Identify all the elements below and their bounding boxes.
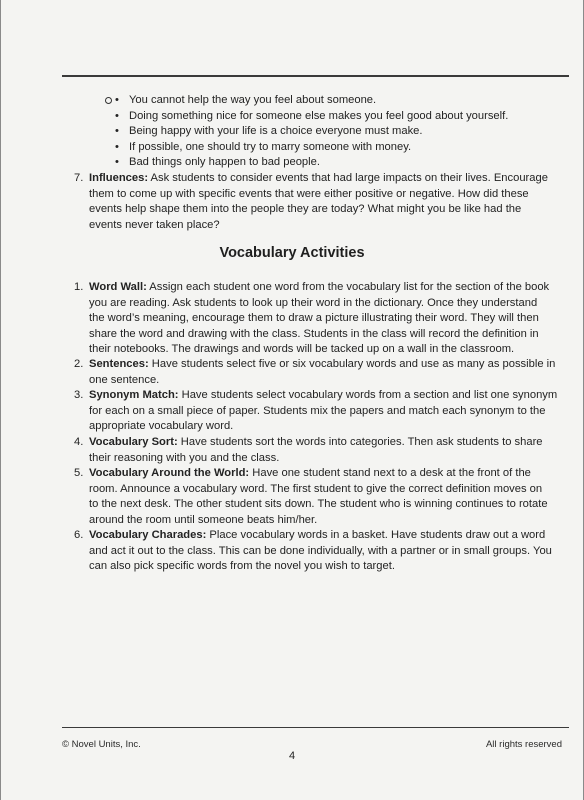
- bullet-icon: •: [115, 156, 119, 168]
- item-number: 7.: [74, 172, 84, 184]
- item-label: Word Wall:: [89, 281, 147, 293]
- bullet-list: [113, 93, 553, 171]
- bullet-item: • You cannot help the way you feel about someone.: [113, 93, 553, 109]
- item-text: Influences: Ask students to consider events that had large impacts on their lives. Encourage them to come up with specific events that were either positive or negative. How did these events help shape them into the people they are today? What might you be like had the events never taken place?: [89, 172, 548, 231]
- bullet-icon: •: [115, 140, 119, 153]
- bullet-item: • Bad things only happen to bad people.: [113, 155, 553, 171]
- bullet-icon: •: [115, 109, 119, 122]
- item-number: 2.: [74, 358, 84, 370]
- item-label: Sentences:: [89, 358, 149, 370]
- item-number: 6.: [74, 529, 84, 541]
- item-label: Vocabulary Around the World:: [89, 467, 250, 479]
- item-text: Vocabulary Around the World: Have one student stand next to a desk at the front of the room. Announce a vocabulary word. The first student to give the correct definition moves on to the next desk. The other student sits down. The student who is winning continues to rotate around the room until someone beats him/her.: [89, 467, 548, 526]
- footer-rule: [62, 727, 569, 728]
- section-heading: Vocabulary Activities: [219, 245, 365, 261]
- rights-text: All rights reserved: [485, 739, 562, 750]
- item-number: 5.: [74, 467, 84, 479]
- item-label: Influences:: [89, 172, 149, 184]
- item-label: Vocabulary Sort:: [89, 436, 178, 448]
- bullet-item: • Doing something nice for someone else makes you feel good about yourself.: [113, 109, 553, 125]
- item-number: 4.: [74, 436, 84, 448]
- item-number: 3.: [74, 389, 84, 401]
- item-text: Vocabulary Charades: Place vocabulary words in a basket. Have students draw out a word and act it out to the class. This can be done individually, with a partner or in small groups. You can also pick specific words from the novel you wish to target.: [89, 529, 552, 572]
- item-text: Synonym Match: Have students select vocabulary words from a section and list one synonym for each on a small piece of paper. Students mix the papers and match each synonym to the appropriate vocabulary word.: [89, 389, 558, 432]
- page-number: 4: [288, 750, 296, 762]
- item-text: Word Wall: Assign each student one word from the vocabulary list for the section of the book you are reading. Ask students to look up their word in the dictionary. Once they understand the word’s meaning, encourage them to draw a picture illustrating their word. They will then share the word and drawing with the class. Students in the class will record the definition in their notebooks. The drawings and words will be tacked up on a wall in the classroom.: [89, 281, 550, 355]
- item-text: Sentences: Have students select five or six vocabulary words and use as many as possible in one sentence.: [89, 358, 556, 386]
- bullet-item: • If possible, one should try to marry someone with money.: [113, 140, 553, 156]
- bullet-item: • Being happy with your life is a choice everyone must make.: [113, 124, 553, 140]
- item-number: 1.: [74, 281, 84, 293]
- open-circle-icon: [105, 97, 112, 104]
- item-label: Synonym Match:: [89, 389, 179, 401]
- page-edge-left: [0, 0, 1, 800]
- bullet-icon: •: [115, 125, 119, 137]
- item-text: Vocabulary Sort: Have students sort the words into categories. Then ask students to share their reasoning with you and the class.: [89, 436, 543, 464]
- copyright-text: © Novel Units, Inc.: [62, 739, 141, 750]
- header-rule: [62, 75, 569, 77]
- bullet-icon: •: [115, 94, 119, 106]
- item-label: Vocabulary Charades:: [89, 529, 207, 541]
